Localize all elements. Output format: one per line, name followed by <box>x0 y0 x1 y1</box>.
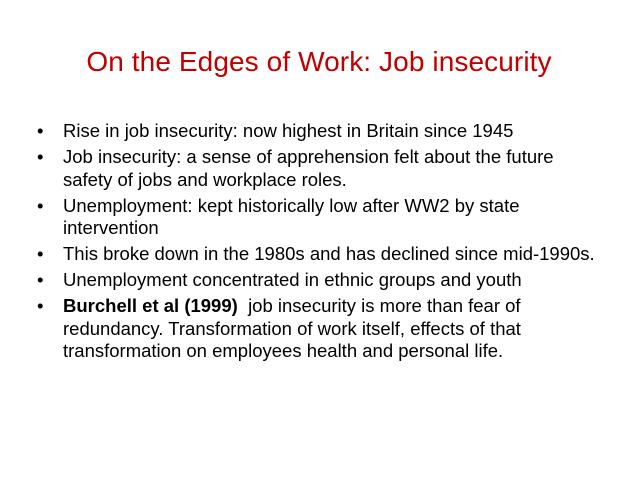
bullet-dot-icon: • <box>37 194 44 216</box>
bullet-item <box>36 243 606 266</box>
citation-text: Burchell et al (1999) <box>63 295 238 316</box>
bullet-text: This broke down in the 1980s and has declined since mid-1990s. <box>63 243 595 264</box>
bullet-item <box>36 146 606 191</box>
bullet-text: Unemployment: kept historically low after WW2 by state intervention <box>63 194 520 238</box>
bullet-text: Rise in job insecurity: now highest in Britain since 1945 <box>63 120 514 141</box>
bullet-dot-icon: • <box>37 243 44 264</box>
bullet-dot-icon: • <box>37 120 44 141</box>
bullet-item <box>36 195 606 240</box>
bullet-text: job insecurity is more than fear of redundancy. Transformation of work itself, effects of that transformation on employees health and personal life. <box>63 295 527 361</box>
slide-title: On the Edges of Work: Job insecurity <box>86 46 552 77</box>
bullet-list <box>36 120 606 366</box>
bullet-item <box>36 295 606 363</box>
bullet-dot-icon: • <box>37 269 44 290</box>
bullet-text: Job insecurity: a sense of apprehension felt about the future safety of jobs and workplace roles. <box>63 146 554 190</box>
bullet-dot-icon: • <box>37 146 44 167</box>
bullet-dot-icon: • <box>37 295 44 316</box>
bullet-item <box>36 269 606 292</box>
bullet-text: Unemployment concentrated in ethnic groups and youth <box>63 269 522 290</box>
bullet-item <box>36 120 606 143</box>
